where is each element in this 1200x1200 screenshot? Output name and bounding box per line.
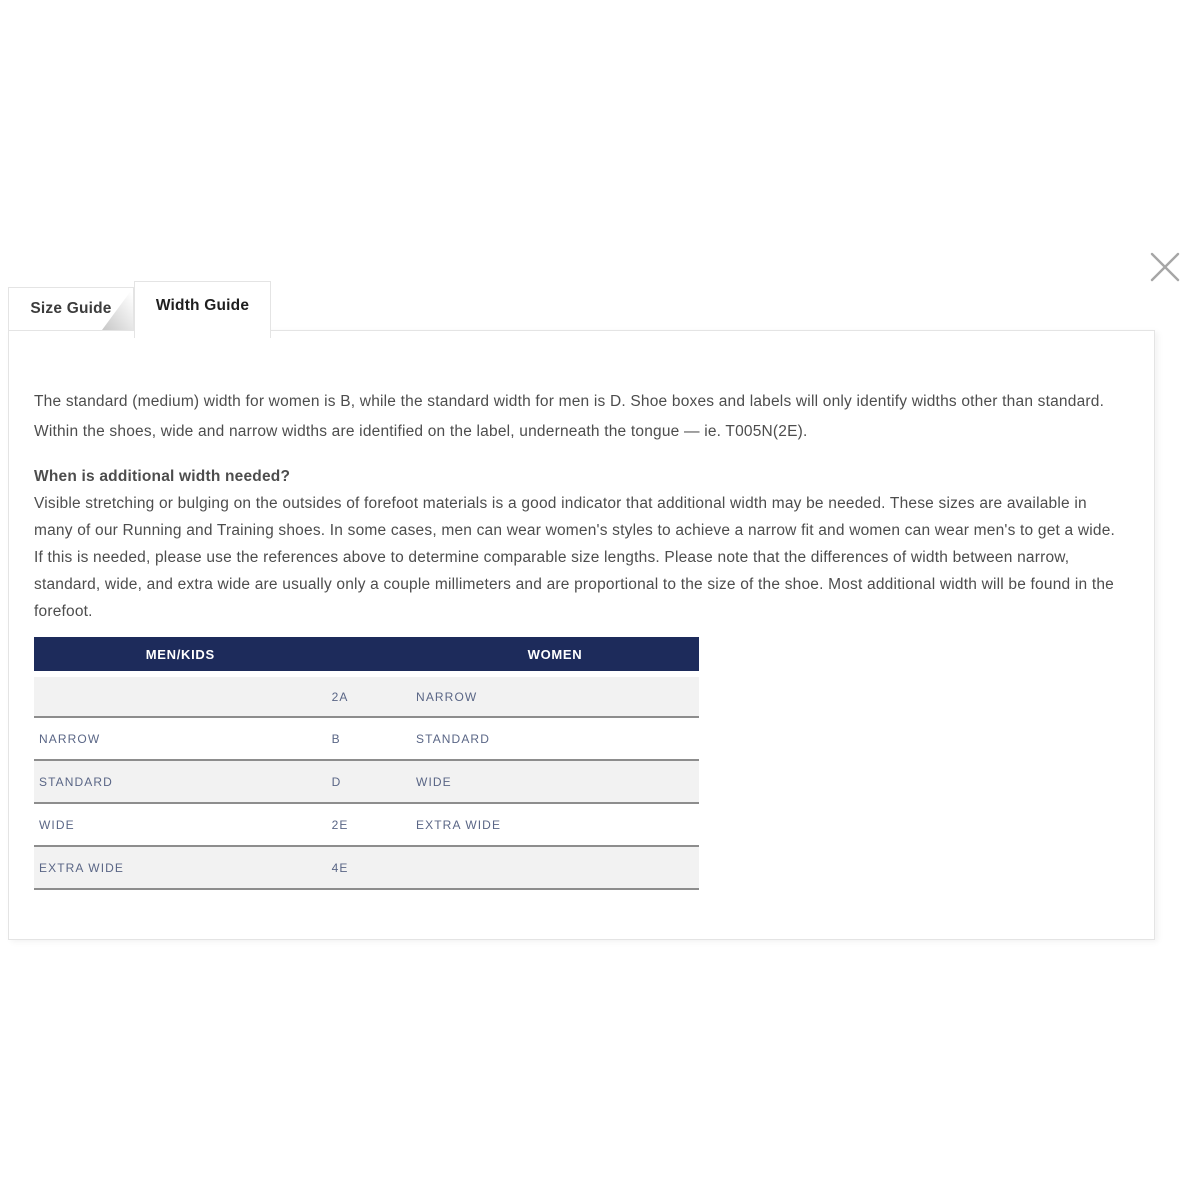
table-header-men-kids: MEN/KIDS <box>34 637 327 674</box>
table-cell: B <box>327 717 411 760</box>
table-row <box>34 717 699 760</box>
table-cell: 2E <box>327 803 411 846</box>
table-row <box>34 803 699 846</box>
width-guide-panel <box>8 330 1155 940</box>
table-row <box>34 760 699 803</box>
table-cell <box>34 674 327 717</box>
table-row <box>34 846 699 889</box>
table-cell: STANDARD <box>411 717 699 760</box>
table-header-women: WOMEN <box>411 637 699 674</box>
table-cell: D <box>327 760 411 803</box>
table-cell: STANDARD <box>34 760 327 803</box>
close-icon <box>1145 247 1185 287</box>
tab-width-guide-label: Width Guide <box>155 297 250 314</box>
table-cell: WIDE <box>411 760 699 803</box>
section-heading: When is additional width needed? <box>34 468 291 485</box>
tab-width-guide[interactable] <box>134 281 271 338</box>
tab-size-guide[interactable] <box>8 287 134 330</box>
tab-size-guide-label: Size Guide <box>30 300 112 317</box>
table-cell: NARROW <box>411 674 699 717</box>
table-header-row <box>34 637 699 674</box>
close-button[interactable] <box>1143 245 1187 289</box>
table-cell: 4E <box>327 846 411 889</box>
table-cell <box>411 846 699 889</box>
table-cell: NARROW <box>34 717 327 760</box>
panel-content <box>9 331 1154 890</box>
width-table <box>34 637 699 890</box>
table-cell: WIDE <box>34 803 327 846</box>
body-paragraph: Visible stretching or bulging on the outsides of forefoot materials is a good indicator that additional width may be needed. These sizes are available in many of our Running and Training shoes. In some cases, men can wear women's styles to achieve a narrow fit and women can wear men's to get a wide. If this is needed, please use the references above to determine comparable size lengths. Please note that the differences of width between narrow, standard, wide, and extra wide are usually only a couple millimeters and are proportional to the size of the shoe. Most additional width will be found in the forefoot. <box>34 495 1116 620</box>
table-cell: EXTRA WIDE <box>411 803 699 846</box>
table-cell: EXTRA WIDE <box>34 846 327 889</box>
table-row <box>34 674 699 717</box>
table-cell: 2A <box>327 674 411 717</box>
table-header-spacer <box>327 637 411 674</box>
intro-paragraph: The standard (medium) width for women is B, while the standard width for men is D. Shoe boxes and labels will only identify widths other than standard. Within the shoes, wide and narrow widths are identified on the label, underneath the tongue — ie. T005N(2E). <box>34 393 1105 440</box>
